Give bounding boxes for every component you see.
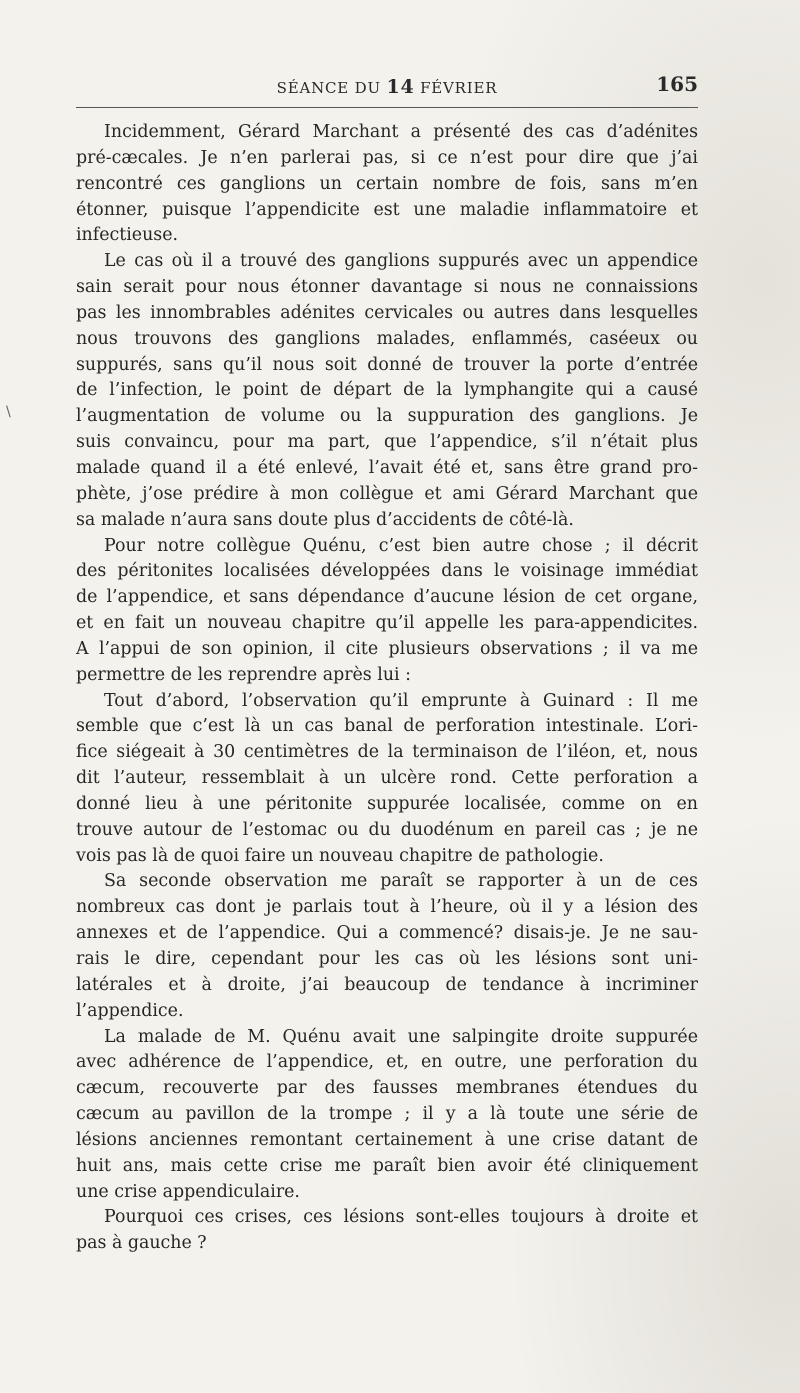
text-line: Le cas où il a trouvé des ganglions suppurés avec un appendice	[104, 251, 698, 272]
text-line: Pourquoi ces crises, ces lésions sont-elles toujours à droite et	[104, 1207, 698, 1228]
paragraph	[76, 120, 698, 249]
text-line: semble que c’est là un cas banal de perforation intestinale. L’ori-	[76, 716, 698, 737]
text-line: nombreux cas dont je parlais tout à l’heure, où il y a lésion des	[76, 897, 698, 918]
text-line: Incidemment, Gérard Marchant a présenté des cas d’adénites	[104, 122, 698, 142]
text-line: des péritonites localisées développées dans le voisinage immédiat	[76, 561, 698, 582]
text-line: sain serait pour nous étonner davantage si nous ne connaissions	[76, 277, 698, 298]
text-line: une crise appendiculaire.	[76, 1181, 300, 1202]
running-title-day: 14	[386, 76, 415, 98]
text-line: Sa seconde observation me paraît se rapporter à un de ces	[104, 871, 698, 892]
text-line: permettre de les reprendre après lui :	[76, 664, 411, 685]
text-line: pré-cæcales. Je n’en parlerai pas, si ce n’est pour dire que j’ai	[76, 147, 698, 168]
page-header	[76, 72, 698, 98]
text-line: trouve autour de l’estomac ou du duodénum en pareil cas ; je ne	[76, 819, 698, 840]
running-title-suffix: FÉVRIER	[414, 79, 498, 97]
text-line: sa malade n’aura sans doute plus d’accidents de côté-là.	[76, 509, 574, 530]
text-line: La malade de M. Quénu avait une salpingite droite suppurée	[104, 1026, 698, 1047]
paragraph	[76, 534, 698, 689]
text-line: et en fait un nouveau chapitre qu’il appelle les para-appendicites.	[76, 613, 698, 634]
text-line: cæcum, recouverte par des fausses membranes étendues du	[76, 1078, 698, 1099]
text-line: dit l’auteur, ressemblait à un ulcère rond. Cette perforation a	[76, 768, 698, 789]
text-line: phète, j’ose prédire à mon collègue et ami Gérard Marchant que	[76, 483, 698, 504]
text-line: pas à gauche ?	[76, 1233, 207, 1254]
margin-mark: \	[6, 404, 11, 420]
text-line: cæcum au pavillon de la trompe ; il y a là toute une série de	[76, 1104, 698, 1125]
running-title	[76, 76, 698, 98]
text-line: pas les innombrables adénites cervicales ou autres dans lesquelles	[76, 302, 698, 323]
text-line: rais le dire, cependant pour les cas où les lésions sont uni-	[76, 949, 698, 969]
text-line: malade quand il a été enlevé, l’avait été et, sans être grand pro-	[76, 457, 698, 478]
page-number: 165	[656, 72, 698, 96]
paragraph	[76, 869, 698, 1024]
text-line: avec adhérence de l’appendice, et, en outre, une perforation du	[76, 1052, 698, 1073]
text-line: l’augmentation de volume ou la suppuration des ganglions. Je	[76, 406, 698, 427]
paragraph	[76, 1025, 698, 1206]
text-line: fice siégeait à 30 centimètres de la terminaison de l’iléon, et, nous	[76, 742, 698, 763]
text-line: l’appendice.	[76, 1000, 184, 1021]
text-line: étonner, puisque l’appendicite est une maladie inflammatoire et	[76, 199, 698, 220]
text-line: vois pas là de quoi faire un nouveau chapitre de pathologie.	[76, 845, 604, 866]
text-line: donné lieu à une péritonite suppurée localisée, comme on en	[76, 793, 698, 814]
text-line: A l’appui de son opinion, il cite plusieurs observations ; il va me	[76, 638, 698, 659]
paragraph	[76, 689, 698, 870]
text-line: de l’appendice, et sans dépendance d’aucune lésion de cet organe,	[76, 587, 698, 608]
header-rule	[76, 107, 698, 108]
text-line: suis convaincu, pour ma part, que l’appendice, s’il n’était plus	[76, 432, 698, 453]
text-line: latérales et à droite, j’ai beaucoup de tendance à incriminer	[76, 974, 698, 995]
text-line: infectieuse.	[76, 225, 179, 246]
text-line: Tout d’abord, l’observation qu’il emprunte à Guinard : Il me	[104, 690, 698, 711]
text-line: annexes et de l’appendice. Qui a commencé? disais-je. Je ne sau-	[76, 923, 698, 944]
running-title-prefix: SÉANCE DU	[276, 79, 387, 97]
text-line: Pour notre collègue Quénu, c’est bien autre chose ; il décrit	[104, 535, 698, 556]
body-text	[76, 120, 698, 1257]
text-line: huit ans, mais cette crise me paraît bien avoir été cliniquement	[76, 1155, 698, 1176]
text-line: rencontré ces ganglions un certain nombre de fois, sans m’en	[76, 173, 698, 194]
paragraph	[76, 249, 698, 533]
text-line: nous trouvons des ganglions malades, enflammés, caséeux ou	[76, 328, 698, 349]
paragraph	[76, 1205, 698, 1257]
text-line: lésions anciennes remontant certainement à une crise datant de	[76, 1129, 698, 1150]
text-line: de l’infection, le point de départ de la lymphangite qui a causé	[76, 380, 698, 401]
text-line: suppurés, sans qu’il nous soit donné de trouver la porte d’entrée	[76, 354, 698, 375]
